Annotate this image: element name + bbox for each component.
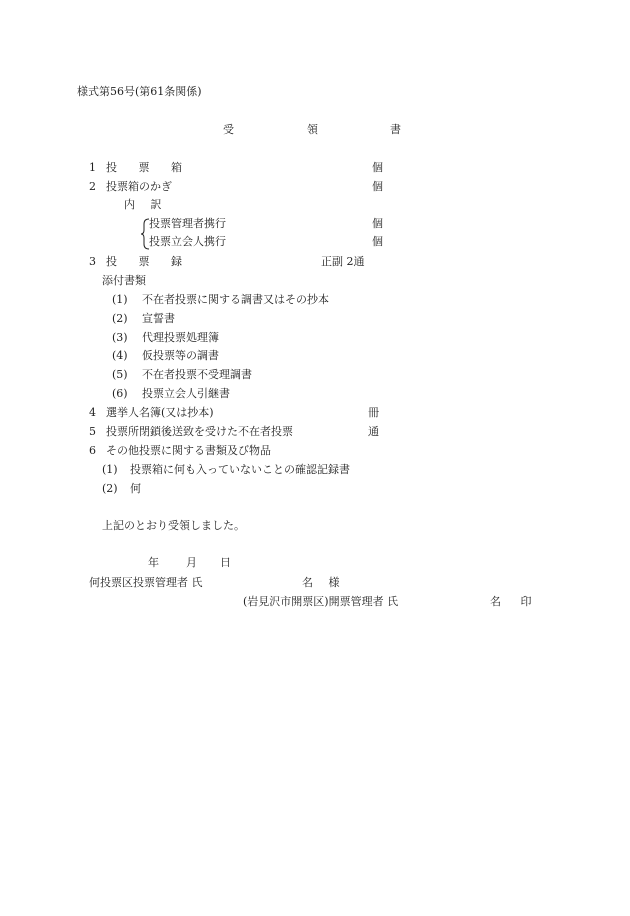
sub-a-unit: 個 <box>372 217 383 230</box>
sender-label: 何投票区投票管理者 氏 <box>89 576 203 589</box>
item-1-num: 1 <box>89 161 96 174</box>
sub-a-label: 投票管理者携行 <box>149 217 226 230</box>
attachment-text: 投票立会人引継書 <box>142 387 230 400</box>
item-4-num: 4 <box>89 406 96 419</box>
sub-b-label: 投票立会人携行 <box>149 235 226 248</box>
item-3-unit: 正副 2通 <box>321 255 365 268</box>
other-num: (1) <box>102 463 118 476</box>
attachment-num: (2) <box>112 312 128 325</box>
attach-heading: 添付書類 <box>102 274 146 287</box>
attachment-num: (4) <box>112 349 128 362</box>
item-3-num: 3 <box>89 255 96 268</box>
form-id: 様式第56号(第61条関係) <box>77 85 202 98</box>
title-char-2: 領 <box>307 123 318 136</box>
date-year: 年 <box>148 556 159 569</box>
attachment-num: (6) <box>112 387 128 400</box>
item-5-unit: 通 <box>368 425 379 438</box>
attachment-num: (1) <box>112 293 128 306</box>
title-char-1: 受 <box>223 123 234 136</box>
item-5-label: 投票所閉鎖後送致を受けた不在者投票 <box>106 425 293 438</box>
attachment-text: 不在者投票に関する調書又はその抄本 <box>142 293 329 306</box>
attachment-text: 不在者投票不受理調書 <box>142 368 252 381</box>
sub-b-unit: 個 <box>372 235 383 248</box>
attachment-text: 宣誓書 <box>142 312 175 325</box>
receiver-name-suffix: 名 印 <box>490 595 540 608</box>
item-2-label: 投票箱のかぎ <box>106 180 172 193</box>
sender-name-suffix: 名 様 <box>302 576 346 589</box>
item-1-unit: 個 <box>372 161 383 174</box>
statement: 上記のとおり受領しました。 <box>102 519 245 532</box>
item-2-num: 2 <box>89 180 96 193</box>
attachment-text: 仮投票等の調書 <box>142 349 219 362</box>
other-num: (2) <box>102 482 118 495</box>
attachment-num: (3) <box>112 331 128 344</box>
item-4-label: 選挙人名簿(又は抄本) <box>106 406 214 419</box>
title-char-3: 書 <box>390 123 401 136</box>
date-month: 月 <box>186 556 197 569</box>
item-2-unit: 個 <box>372 180 383 193</box>
date-day: 日 <box>220 556 231 569</box>
item-6-num: 6 <box>89 444 96 457</box>
item-3-label: 投 票 録 <box>106 255 191 268</box>
other-text: 何 <box>130 482 141 495</box>
other-text: 投票箱に何も入っていないことの確認記録書 <box>130 463 350 476</box>
item-4-unit: 冊 <box>368 406 379 419</box>
attachment-num: (5) <box>112 368 128 381</box>
attachment-text: 代理投票処理簿 <box>142 331 219 344</box>
breakdown-label: 内 訳 <box>124 198 168 211</box>
item-1-label: 投 票 箱 <box>106 161 191 174</box>
receiver-label: (岩見沢市開票区)開票管理者 氏 <box>243 595 399 608</box>
item-6-label: その他投票に関する書類及び物品 <box>106 444 271 457</box>
item-5-num: 5 <box>89 425 96 438</box>
